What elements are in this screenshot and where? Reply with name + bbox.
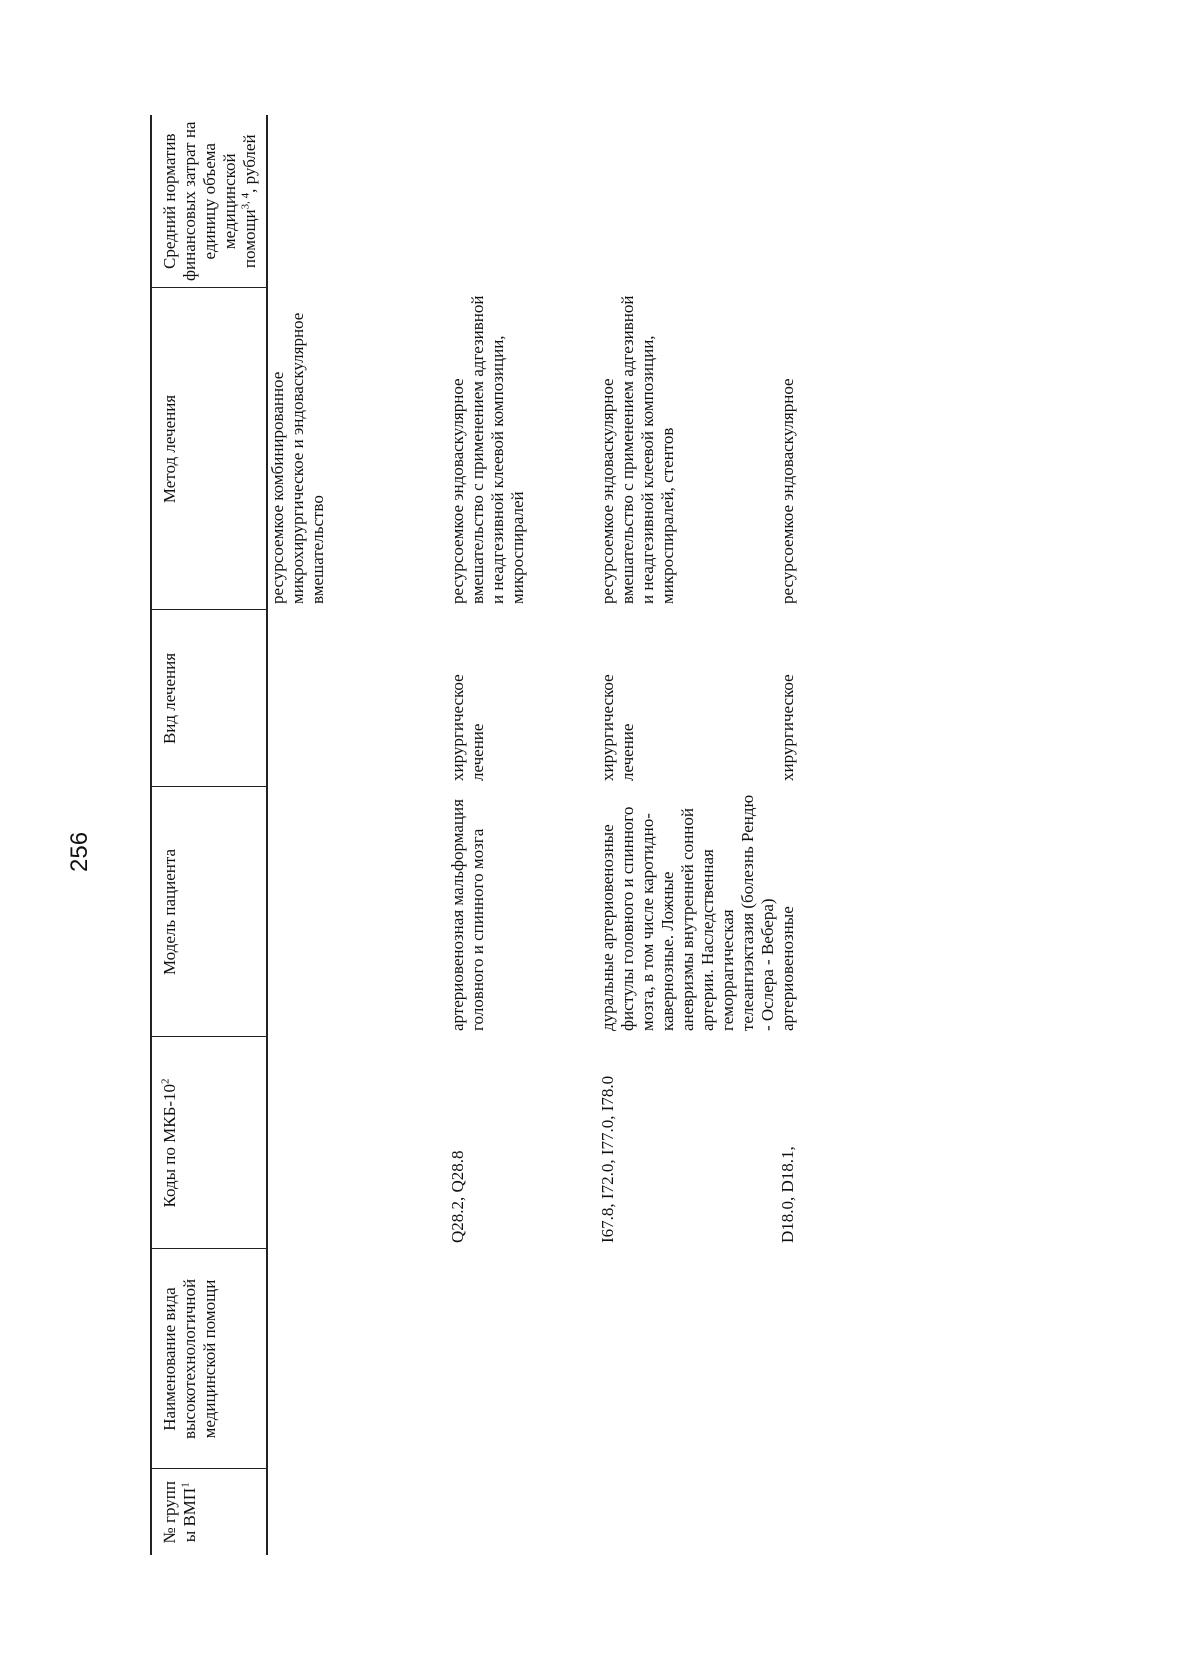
header-patient-model-text: Модель пациента xyxy=(160,848,179,976)
cell-vmp-name xyxy=(598,1249,778,1469)
header-cost-norm-footnote: 3, 4 xyxy=(239,192,252,210)
header-group-number xyxy=(151,1469,267,1555)
cell-treatment-type xyxy=(267,610,448,787)
header-group-number-footnote: 1 xyxy=(179,1482,192,1488)
page-number: 256 xyxy=(66,831,93,872)
cell-icd-codes: D18.0, D18.1, xyxy=(778,1146,797,1243)
header-treatment-type-text: Вид лечения xyxy=(160,652,179,745)
cell-vmp-name xyxy=(267,1249,448,1469)
header-treatment-method xyxy=(151,288,267,610)
vmp-table-container xyxy=(150,115,1170,1555)
cell-treatment-method: ресурсоемкое эндоваскулярное вмешательство с применением адгезивной и неадгезивной клеевой композиции, микроспиралей, стентов xyxy=(598,295,677,604)
header-cost-norm xyxy=(151,115,267,288)
cell-vmp-name xyxy=(448,1249,598,1469)
cell-patient-model: дуральные артериовенозные фистулы головного и спинного мозга, в том числе каротидно-кавернозные. Ложные аневризмы внутренней сонной артерии. Наследственная геморрагическая телеангиэктазия (болезнь Рендю - Ослера - Вебера) xyxy=(598,794,777,1031)
table-row xyxy=(778,115,898,1555)
table-row xyxy=(267,115,448,1555)
header-group-number-text: № групп ы ВМП xyxy=(160,1481,199,1544)
cell-cost-norm xyxy=(267,115,448,288)
cell-vmp-name xyxy=(778,1249,898,1469)
table-row xyxy=(448,115,598,1555)
vmp-table xyxy=(150,115,898,1555)
cell-treatment-type: хирургическое лечение xyxy=(598,674,637,781)
cell-treatment-method: ресурсоемкое эндоваскулярное xyxy=(778,378,797,604)
header-icd-codes-footnote: 2 xyxy=(159,1078,172,1084)
cell-treatment-method: ресурсоемкое эндоваскулярное вмешательство с применением адгезивной и неадгезивной клеевой композиции, микроспиралей xyxy=(448,295,527,604)
cell-treatment-type: хирургическое лечение xyxy=(448,674,487,781)
cell-cost-norm xyxy=(448,115,598,288)
cell-group-number xyxy=(778,1469,898,1555)
header-treatment-type xyxy=(151,610,267,787)
header-treatment-method-text: Метод лечения xyxy=(160,394,179,504)
header-cost-norm-suffix: , рублей xyxy=(240,134,259,193)
cell-treatment-type: хирургическое xyxy=(778,674,797,781)
cell-group-number xyxy=(598,1469,778,1555)
cell-icd-codes: I67.8, I72.0, I77.0, I78.0 xyxy=(598,1075,617,1243)
cell-patient-model: артериовенозные xyxy=(778,906,797,1031)
header-patient-model xyxy=(151,787,267,1037)
cell-cost-norm xyxy=(598,115,778,288)
cell-group-number xyxy=(267,1469,448,1555)
header-vmp-name-text: Наименование вида высокотехнологичной медицинской помощи xyxy=(160,1278,219,1440)
header-icd-codes xyxy=(151,1037,267,1249)
cell-icd-codes: Q28.2, Q28.8 xyxy=(448,1150,467,1243)
cell-treatment-method: ресурсоемкое комбинированное микрохирургическое и эндоваскулярное вмешательство xyxy=(268,312,327,604)
table-row xyxy=(598,115,778,1555)
header-cost-norm-text: Средний норматив финансовых затрат на единицу объема медицинской помощи xyxy=(160,121,259,281)
cell-patient-model: артериовенозная мальформация головного и спинного мозга xyxy=(448,799,487,1031)
header-vmp-name xyxy=(151,1249,267,1469)
cell-icd-codes xyxy=(267,1037,448,1249)
cell-group-number xyxy=(448,1469,598,1555)
table-header-row xyxy=(151,115,267,1555)
cell-cost-norm xyxy=(778,115,898,288)
cell-patient-model xyxy=(267,787,448,1037)
rotated-page xyxy=(150,115,1170,1555)
header-icd-codes-text: Коды по МКБ-10 xyxy=(160,1083,179,1208)
